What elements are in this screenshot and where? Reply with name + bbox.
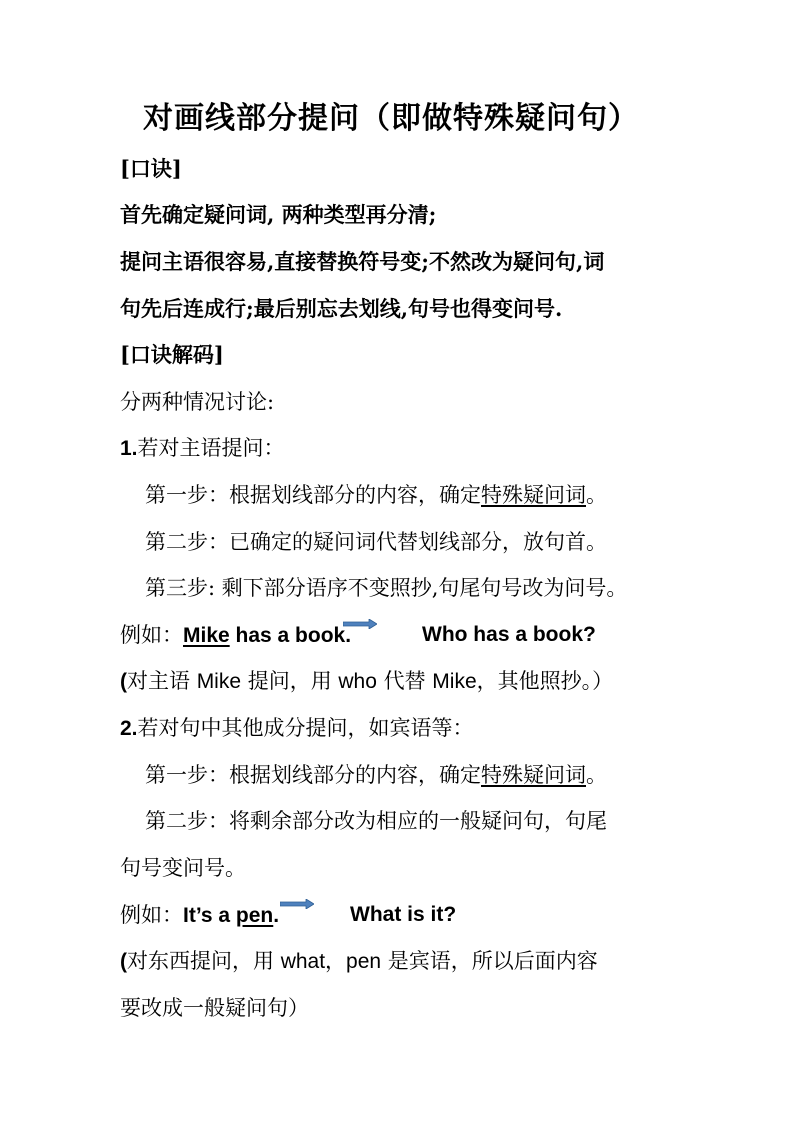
case1-example	[120, 621, 720, 650]
case2-step1	[145, 761, 607, 789]
case1-note-f: Mike	[432, 670, 477, 693]
koujue-line-3: 句先后连成行;最后别忘去划线,句号也得变问号.	[120, 296, 563, 321]
case1-heading-num: 1.	[120, 437, 138, 460]
case1-example-answer: Who has a book?	[422, 623, 596, 646]
case1-note-b: Mike	[196, 670, 242, 693]
case2-note-c: ，	[325, 949, 347, 973]
case1-note-d: who	[338, 670, 377, 693]
case1-note-a: 对主语	[127, 669, 197, 693]
case2-step2-cont: 句号变问号。	[120, 856, 246, 880]
case1-heading-text: 若对主语提问：	[137, 436, 285, 460]
case2-note-a: 对东西提问，用	[127, 949, 281, 973]
case2-example-post: .	[273, 904, 280, 927]
case1-note-c: 提问，用	[241, 669, 339, 693]
koujue-line-1: 首先确定疑问词, 两种类型再分清;	[120, 202, 437, 227]
case2-step1-underlined: 特殊疑问词	[481, 763, 586, 787]
right-arrow-icon	[343, 619, 377, 629]
case1-note	[120, 667, 613, 696]
case2-heading	[120, 714, 474, 743]
case2-note-open: (	[120, 950, 127, 973]
case2-step1-post: 。	[586, 763, 607, 787]
case2-heading-num: 2.	[120, 717, 138, 740]
case1-step2: 第二步：已确定的疑问词代替划线部分，放句首。	[145, 530, 607, 554]
case2-example-label: 例如：	[120, 903, 183, 927]
case1-note-e: 代替	[376, 669, 433, 693]
case2-note-d: pen	[346, 950, 382, 973]
case1-step1-underlined: 特殊疑问词	[481, 483, 586, 507]
intro-text: 分两种情况讨论:	[120, 390, 275, 414]
jiema-heading: [口诀解码]	[120, 342, 224, 367]
case1-note-g: ，其他照抄。）	[476, 669, 614, 693]
case1-heading	[120, 434, 285, 463]
case2-note	[120, 947, 598, 976]
case2-step1-pre: 第一步：根据划线部分的内容，确定	[145, 763, 481, 787]
case2-example	[120, 901, 520, 930]
case2-example-answer: What is it?	[350, 903, 457, 926]
koujue-heading: [口诀]	[120, 156, 182, 181]
case2-example-underlined: pen	[235, 904, 274, 927]
case1-note-open: (	[120, 670, 127, 693]
case1-example-label: 例如：	[120, 623, 183, 647]
koujue-line-2: 提问主语很容易,直接替换符号变;不然改为疑问句,词	[120, 249, 605, 274]
case2-note-cont: 要改成一般疑问句）	[120, 996, 309, 1020]
right-arrow-icon	[280, 899, 314, 909]
case1-step1-post: 。	[586, 483, 607, 507]
case1-step1-pre: 第一步：根据划线部分的内容，确定	[145, 483, 481, 507]
case1-example-underlined: Mike	[183, 624, 230, 647]
case1-step1	[145, 481, 607, 509]
case2-note-e: 是宾语，所以后面内容	[381, 949, 598, 973]
case1-example-rest: has a book.	[229, 624, 352, 647]
case2-example-pre: It’s a	[183, 904, 236, 927]
case1-step3: 第三步: 剩下部分语序不变照抄,句尾句号改为问号。	[145, 576, 628, 600]
case2-note-b: what	[280, 950, 326, 973]
case2-heading-text: 若对句中其他成分提问，如宾语等：	[137, 716, 474, 740]
page-title: 对画线部分提问（即做特殊疑问句）	[143, 101, 639, 136]
case2-step2: 第二步：将剩余部分改为相应的一般疑问句，句尾	[145, 809, 607, 833]
